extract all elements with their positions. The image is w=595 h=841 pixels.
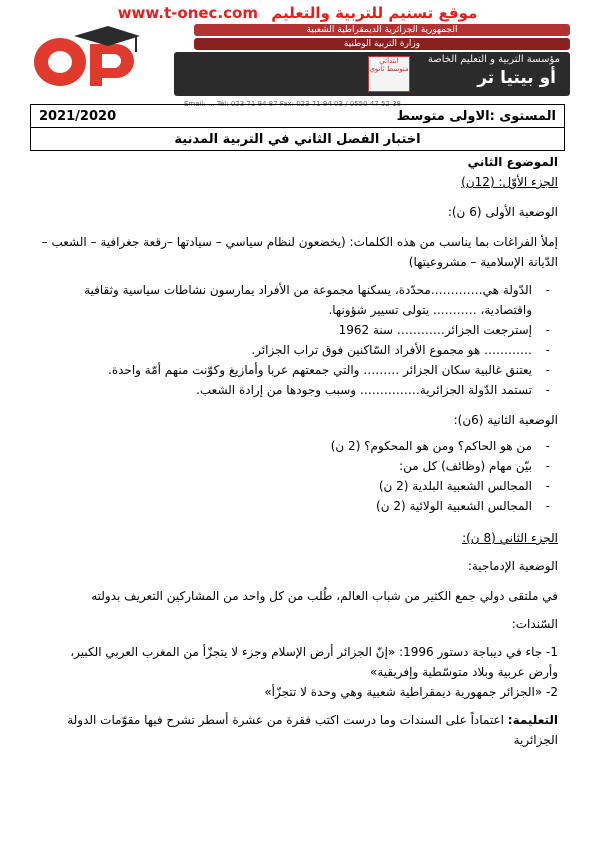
- list-item: - يعتنق غالبية سكان الجزائر ……… والتي جمعتهم عربا وأمازيغ وكوّنت منهم أمّة واحدة.: [38, 360, 532, 380]
- school-logo-icon: [24, 24, 172, 94]
- situation2-title: الوضعية الثانية (6ن):: [453, 413, 558, 427]
- school-year: 2021/2020: [39, 108, 117, 124]
- site-header-url[interactable]: [0, 4, 595, 22]
- contact-line: Email: ... Tél: 023 71 94 87 Fax: 023 71 94 03 / 0550 47 52 38: [184, 100, 401, 108]
- list-item: - تستمد الدّولة الجزائرية…………… وسبب وجودها من إرادة الشعب.: [38, 380, 532, 400]
- list-item: - بيّن مهام (وظائف) كل من:: [38, 456, 532, 476]
- integration-text: في ملتقى دولي جمع الكثير من شباب العالم، طُلب من كل واحد من المشاركين التعريف بدولته: [91, 589, 558, 603]
- site-tagline: موقع تسنيم للتربية والتعليم: [271, 4, 478, 22]
- documents-label: السّندات:: [511, 617, 558, 631]
- exam-info-box: [30, 104, 565, 151]
- part2-title: الجزء الثاني (8 ن):: [462, 531, 558, 545]
- school-name: مؤسسة التربية و التعليم الخاصة: [427, 54, 560, 65]
- list-item: - ………… هو مجموع الأفراد السّاكنين فوق تراب الجزائر.: [38, 340, 532, 360]
- site-url-link[interactable]: www.t-onec.com: [117, 4, 258, 22]
- situation1-title: الوضعية الأولى (6 ن):: [447, 205, 558, 219]
- republic-line: الجمهورية الجزائرية الديمقراطية الشعبية: [194, 24, 570, 36]
- document-1: 1- جاء في ديباجة دستور 1996: «إنّ الجزائر أرض الإسلام وجزء لا يتجزّأ من المغرب العربي الكبير، وأرض عربية وبلاد متوسّطية وإفريقية»: [70, 645, 558, 679]
- list-item: - إسترجعت الجزائر………… سنة 1962: [38, 320, 532, 340]
- list-item: - الدّولة هي………….محدّدة، يسكنها مجموعة من الأفراد يمارسون نشاطات سياسية وثقافية واقتصادية، ……….. يتولى تسيير شؤونها.: [38, 280, 532, 320]
- part1-title: الجزء الأوّل: (12ن): [461, 175, 558, 189]
- list-item: - المجالس الشعبية الولائية (2 ن): [38, 496, 532, 516]
- topic-title: الموضوع الثاني: [467, 155, 558, 169]
- instruction-paragraph: [38, 710, 558, 750]
- school-header: [24, 24, 570, 108]
- levels-sticker: ابتدائي متوسط ثانوي: [368, 56, 410, 92]
- integration-title: الوضعية الإدماجية:: [467, 559, 558, 573]
- exam-content: [38, 152, 558, 750]
- exam-title: اختبار الفصل الثاني في التربية المدنية: [174, 131, 421, 147]
- instruction-label: التعليمة:: [507, 713, 558, 727]
- ministry-line: وزارة التربية الوطنية: [194, 38, 570, 50]
- list-item: - من هو الحاكم؟ ومن هو المحكوم؟ (2 ن): [38, 436, 532, 456]
- situation1-instruction: إملأ الفراغات بما يناسب من هذه الكلمات: (يخضعون لنظام سياسي – سيادتها –رقعة جغرافية – الشعب – الدّيانة الإسلامية – مشروعيتها): [41, 235, 558, 269]
- situation2-list: [38, 436, 558, 516]
- situation1-list: [38, 280, 558, 400]
- instruction-text: اعتماداً على السندات وما درست اكتب فقرة من عشرة أسطر تشرح فيها مقوّمات الدولة الجزائرية: [67, 713, 558, 747]
- list-item: - المجالس الشعبية البلدية (2 ن): [38, 476, 532, 496]
- document-2: 2- «الجزائر جمهورية ديمقراطية شعبية وهي وحدة لا تتجزّأ»: [264, 685, 558, 699]
- school-brand: أو بيتيا تر: [477, 68, 556, 88]
- level-label: المستوى :الاولى متوسط: [396, 108, 556, 124]
